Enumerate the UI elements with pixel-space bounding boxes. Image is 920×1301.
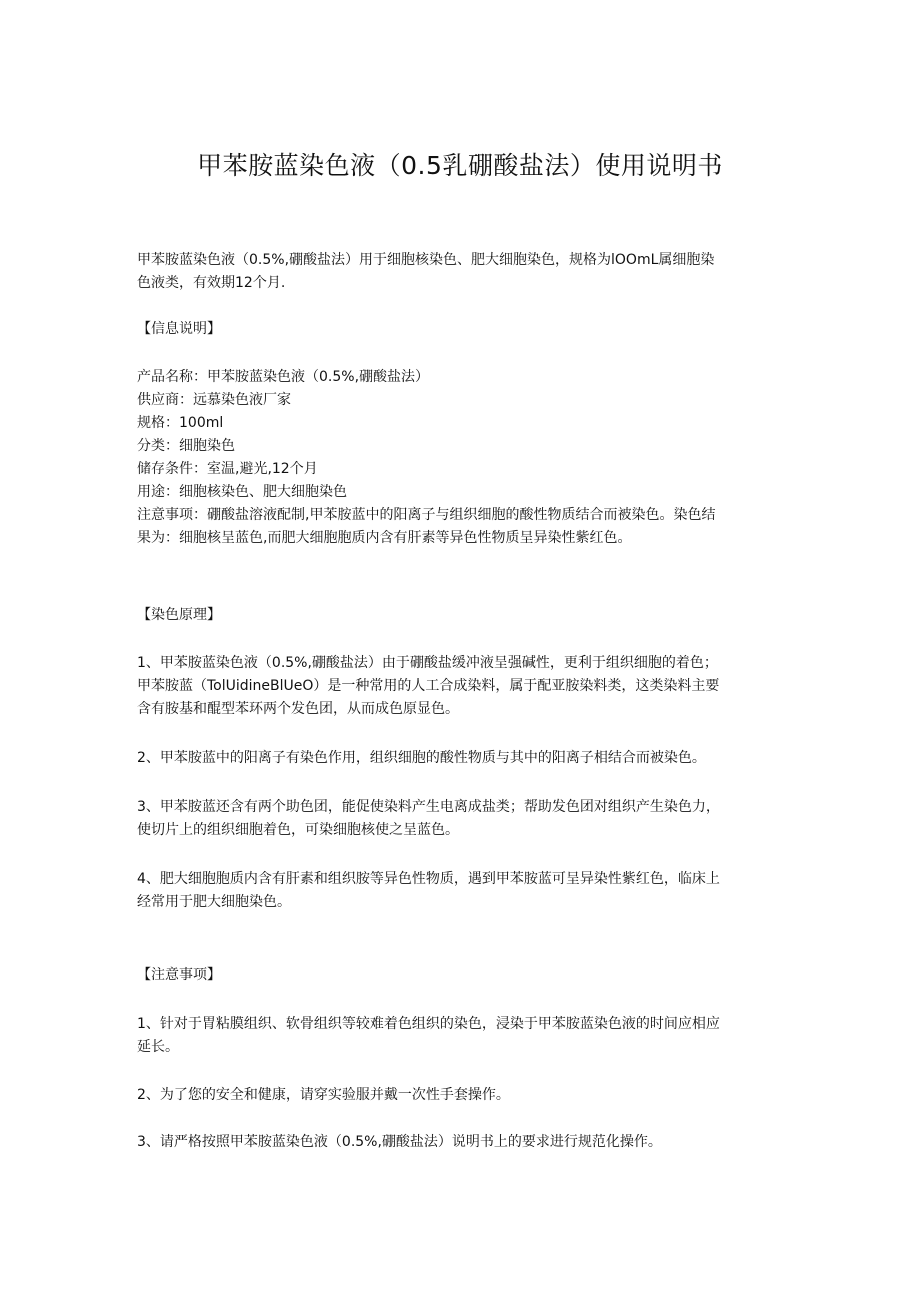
notes-item-2 — [137, 1084, 787, 1107]
info-line-supplier: 供应商：远慕染色液厂家 — [137, 392, 291, 408]
info-line-usage: 用途：细胞核染色、肥大细胞染色 — [137, 484, 347, 500]
notes-item-3 — [137, 1131, 787, 1154]
principle-item-3 — [137, 796, 787, 842]
info-line-spec: 规格：100ml — [137, 415, 224, 431]
principle-item-line: 1、甲苯胺蓝染色液（0.5%,硼酸盐法）由于硼酸盐缓冲液呈强碱性，更利于组织细胞的着色； — [137, 655, 718, 671]
info-section-body — [137, 366, 787, 550]
principle-item-4 — [137, 868, 787, 914]
notes-item-line: 3、请严格按照甲苯胺蓝染色液（0.5%,硼酸盐法）说明书上的要求进行规范化操作。 — [137, 1134, 662, 1150]
info-section-heading: 【信息说明】 — [137, 321, 221, 337]
info-line-product-name: 产品名称：甲苯胺蓝染色液（0.5%,硼酸盐法） — [137, 369, 430, 385]
notes-item-line: 2、为了您的安全和健康，请穿实验服并戴一次性手套操作。 — [137, 1087, 510, 1103]
info-line-notes: 注意事项：硼酸盐溶液配制,甲苯胺蓝中的阳离子与组织细胞的酸性物质结合而被染色。染色结 — [137, 507, 716, 523]
info-line-storage: 储存条件：室温,避光,12个月 — [137, 461, 318, 477]
principle-item-line: 甲苯胺蓝（TolUidineBlUeO）是一种常用的人工合成染料，属于配亚胺染料类，这类染料主要 — [137, 678, 720, 694]
info-line-notes-cont: 果为：细胞核呈蓝色,而肥大细胞胞质内含有肝素等异色性物质呈异染性紫红色。 — [137, 530, 632, 546]
intro-line: 甲苯胺蓝染色液（0.5%,硼酸盐法）用于细胞核染色、肥大细胞染色，规格为lOOmL属细胞染 — [137, 252, 715, 268]
principle-item-line: 含有胺基和醌型苯环两个发色团，从而成色原显色。 — [137, 701, 459, 717]
principle-item-1 — [137, 652, 787, 721]
principle-item-line: 使切片上的组织细胞着色，可染细胞核使之呈蓝色。 — [137, 822, 459, 838]
principle-item-line: 2、甲苯胺蓝中的阳离子有染色作用，组织细胞的酸性物质与其中的阳离子相结合而被染色。 — [137, 750, 706, 766]
principle-item-2 — [137, 747, 787, 770]
principle-section-heading: 【染色原理】 — [137, 607, 221, 623]
principle-item-line: 3、甲苯胺蓝还含有两个助色团，能促使染料产生电离成盐类；帮助发色团对组织产生染色力， — [137, 799, 720, 815]
notes-item-1 — [137, 1013, 787, 1059]
notes-item-line: 延长。 — [137, 1039, 179, 1055]
notes-item-line: 1、针对于胃粘膜组织、软骨组织等较难着色组织的染色，浸染于甲苯胺蓝染色液的时间应相应 — [137, 1016, 720, 1032]
intro-line: 色液类，有效期12个月. — [137, 275, 286, 291]
document-title: 甲苯胺蓝染色液（0.5乳硼酸盐法）使用说明书 — [197, 151, 723, 180]
intro-paragraph — [137, 249, 787, 295]
principle-item-line: 经常用于肥大细胞染色。 — [137, 894, 291, 910]
notes-section-heading: 【注意事项】 — [137, 967, 221, 983]
principle-item-line: 4、肥大细胞胞质内含有肝素和组织胺等异色性物质，遇到甲苯胺蓝可呈异染性紫红色，临床上 — [137, 871, 720, 887]
info-line-category: 分类：细胞染色 — [137, 438, 235, 454]
